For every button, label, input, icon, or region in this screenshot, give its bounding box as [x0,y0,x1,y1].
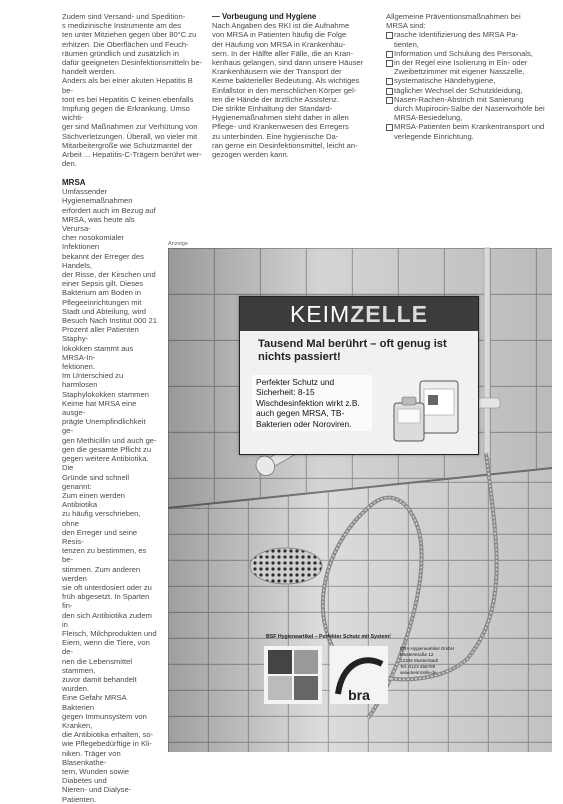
col1-para-1 [62,12,204,76]
text-line: Fleisch, Milchprodukten und [62,628,157,638]
checklist-item: rasche Identifizierung des MRSA Pa- tienten, [386,30,552,48]
text-line: gen Methicillin und auch ge- [62,435,157,445]
text-line: prägte Unempfindlichkeit ge- [62,417,146,436]
brand-title [240,297,478,331]
address-line: Musterstraße 12 [400,652,434,657]
text-line: MRSA sind: [386,21,426,31]
text-line: Hygienemaßnahmen steht daher in allen [212,113,349,123]
text-line: niken. Träger von Blasenkathe- [62,748,121,767]
checklist-item: in der Regel eine Isolierung in Ein- oder Zweibettzimmer mit eigener Nasszelle, [386,58,552,76]
text-line: s medizinische Instrumente am des [62,21,182,31]
text-line: den. [62,159,77,169]
address-line: Tel. 0123 456789 [400,664,436,669]
text-line: cher nosokomialer Infektionen [62,233,125,252]
text-line: Einfallstor in den menschlichen Körper gel- [212,85,357,95]
text-line: Keime hat MRSA eine ausge- [62,398,137,418]
text-line: tenzen zu bestimmen, es be- [62,546,147,565]
text-line: Arbeit ... Hepatitis-C-Trägern berührt wer- [62,150,202,160]
text-line: tern, Wunden sowie Diabetes und [62,767,129,786]
text-line: gegen weitere Antibiotika. Die [62,454,149,473]
text-line: Nieren- und Dialyse-Patienten. [62,785,132,804]
column-3 [386,12,552,141]
brand-word-1: KEIM [289,301,351,327]
shower-pipe [484,248,490,458]
text-line: Gründe sind schnell genannt: [62,472,130,491]
section-heading-mrsa: MRSA [62,178,86,187]
text-line: Umfassender Hygienemaßnahmen [62,187,133,206]
text-line: erfordert auch im Bezug auf [62,205,156,215]
text-line: Im Unterschied zu harmlosen [62,371,124,390]
text-line: handelt werden. [62,67,117,77]
text-line: Die strikte Einhaltung der Standard- [212,104,333,114]
checklist-item: MRSA-Patienten beim Krankentransport und verlegende Einrichtung. [386,122,552,140]
text-line: Keime bakterieller Bedeutung. Als wichtiges [212,76,360,86]
col1-para-2 [62,76,204,168]
text-line: dafür geeigneten Desinfektionsmitteln be- [62,58,203,68]
text-line: Prozent aller Patienten Staphy- [62,325,139,344]
text-line: nen die Lebensmittel stammen, [62,656,133,675]
column-1-mrsa [62,178,157,804]
text-line: ten unter Mitziehen gegen über 80°C zu [62,30,197,40]
text-line: ran gerne ein Desinfektionsmittel, leicht an- [212,140,358,150]
checklist-item: Nasen-Rachen-Abstrich mit Sanierung durch Mupirocin-Salbe der Nasenvorhöfe bei MRSA-Besiedelung, [386,95,552,123]
text-line: den sich Antibiotika zudem in [62,610,152,629]
text-line: Anders als bei einer akuten Hepatitis B be- [62,76,193,95]
text-line: bekannt der Erreger des Handels, [62,251,144,270]
text-line: MRSA, was heute als Verursa- [62,214,135,234]
product-image [390,377,466,447]
text-line: Zum einen werden Antibiotika [62,490,125,510]
text-line: Mitarbeitergroße wie Schutzmantel der [62,140,193,150]
text-line: erhitzen. Die Oberflächen und Feuch- [62,39,189,49]
text-line: Stichverletzungen. Überall, wo vieler mit [62,131,198,141]
text-line: Pflege- und Krankenwesen des Erregers [212,122,349,132]
text-line: tont es bei Hepatitis C keinen ebenfalls [62,94,194,104]
text-line: Krankenhäusern wie der Transport der [212,67,342,77]
address-line: BRA Hygieneartikel GmbH [400,646,455,651]
text-line: zu unterbinden. Eine hygienische Da- [212,131,339,141]
text-line: Zudem sind Versand- und Spedition- [62,12,186,21]
text-line: Pflegeeinrichtungen mit [62,297,142,307]
advertisement [168,248,552,752]
text-line: sie oft unterdosiert oder zu [62,582,152,592]
text-line: Besuch Nach Institut 000 21 [62,316,157,326]
text-line: den Erreger und seine Resis- [62,527,138,546]
ad-address [400,646,488,676]
column-1-top [62,12,204,168]
checklist-item: Information und Schulung des Personals, [386,49,552,58]
keimzelle-panel [239,296,479,455]
prevention-body [212,21,372,159]
brand-word-2: ZELLE [350,301,429,327]
text-line: fektionen. [62,362,95,372]
text-line: Stadt und Abteilung, wird [62,306,147,316]
text-line: ten die Hände der ärztliche Assistenz. [212,94,340,104]
text-line: gegen Immunsystem von Kranken, [62,711,147,730]
text-line: Nach Angaben des RKI ist die Aufnahme [212,21,350,31]
floor-drain [250,548,322,584]
ad-footer-line: BSF Hygieneartikel – Perfekter Schutz mit System! [266,634,391,640]
ad-label: Anzeige [168,241,188,247]
text-line: Eiern, wenn die Tiere, von de- [62,638,150,657]
checklist-item: täglicher Wechsel der Schutzkleidung, [386,86,552,95]
text-line: kenhaus gelangen, sind dann unsere Häuser [212,58,364,68]
text-line: Allgemeine Präventionsmaßnahmen bei [386,12,521,21]
address-line: www.keimzelle.de [400,670,437,675]
ad-body: Perfekter Schutz und Sicherheit: 8-15 Wischdesinfektion wirkt z.B. auch gegen MRSA, TB-Bakterien oder Noroviren. [252,375,372,431]
text-line: der Risse, der Kirschen und [62,270,156,280]
text-line: Staphylokokken stammen [62,389,149,399]
text-line: sern. In der Hälfte aller Fälle, die an Kran- [212,48,353,58]
prevention-checklist [386,30,552,140]
text-line: früh abgesetzt. In Sparten fin- [62,592,150,611]
text-line: gezogen werden kann. [212,150,289,160]
heading-text: Vorbeugung und Hygiene [221,12,317,21]
text-line: gen die gesamte Pflicht zu [62,444,152,454]
text-line: ger sind Maßnahmen zur Verhütung von [62,122,198,132]
text-line: zu häufig verschrieben, ohne [62,509,141,528]
text-line: die Antibiotika erhalten, so- [62,730,154,740]
text-line: Impfung gegen die Erkrankung. Umso wichti- [62,104,190,123]
text-line: einer Sepsis gilt. Dieses [62,279,144,289]
column-2 [212,12,372,159]
text-line: zuvor damit behandelt wurden. [62,674,137,694]
logo-text: bra [348,687,370,703]
text-line: Eine Gefahr MRSA Bakterien [62,693,127,712]
text-line: lokokken stammt aus MRSA-In- [62,343,134,362]
section-heading-prevention: — Vorbeugung und Hygiene [212,12,317,21]
text-line: der Häufung von MRSA in Krankenhäu- [212,39,346,49]
text-line: wie Pflegebedürftige in Kli- [62,739,152,749]
ad-headline: Tausend Mal berührt – oft genug ist nichts passiert! [258,338,447,363]
mrsa-body [62,187,157,804]
checklist-item: systematische Händehygiene, [386,76,552,85]
text-line: Bakterium am Boden in [62,288,141,298]
text-line: stimmen. Zum anderen werden [62,564,141,583]
company-logos [264,644,394,714]
address-line: 12345 Musterstadt [400,658,439,663]
text-line: räumen gründlich und zusätzlich in [62,48,179,58]
text-line: von MRSA in Patienten häufig die Folge [212,30,347,40]
